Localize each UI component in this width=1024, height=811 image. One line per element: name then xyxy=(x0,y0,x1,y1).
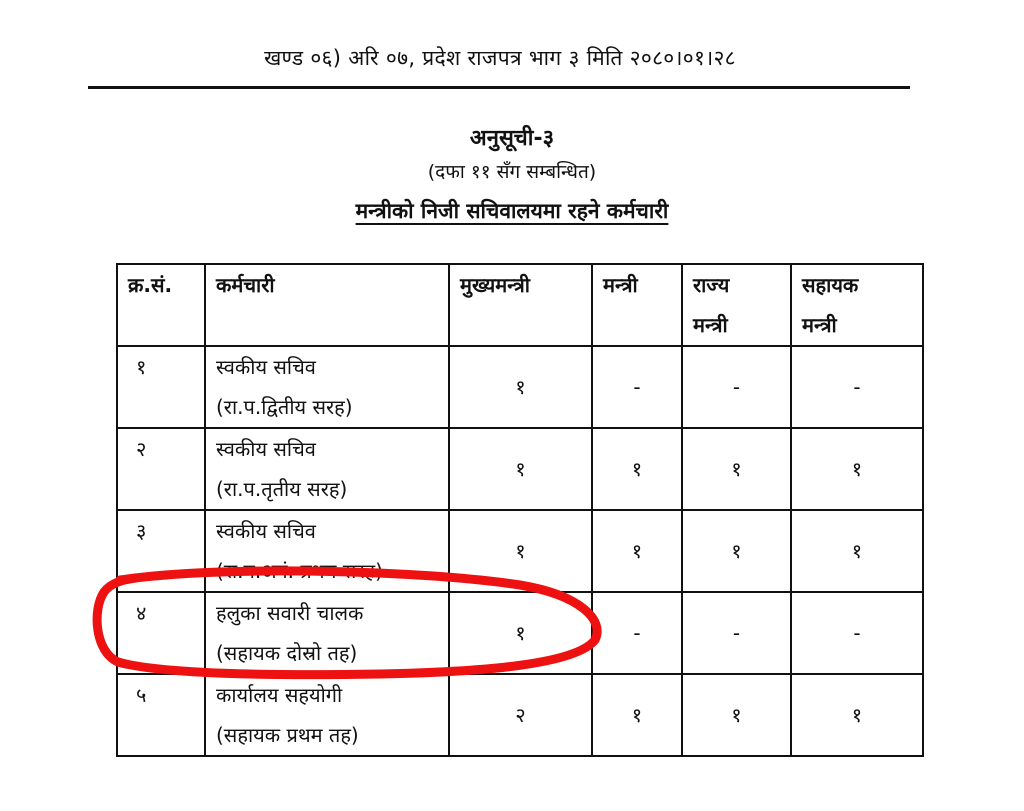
cell-staff: स्वकीय सचिव (रा.प.तृतीय सरह) xyxy=(205,428,449,510)
cell-serial: ४ xyxy=(117,592,205,674)
cell-staff: हलुका सवारी चालक (सहायक दोस्रो तह) xyxy=(205,592,449,674)
header-rule xyxy=(88,86,910,89)
cell-chief-minister: १ xyxy=(449,428,592,510)
cell-assistant-minister: १ xyxy=(791,510,923,592)
table-row xyxy=(117,346,923,428)
col-header-staff: कर्मचारी xyxy=(205,264,449,346)
cell-serial: २ xyxy=(117,428,205,510)
cell-serial: ५ xyxy=(117,674,205,756)
cell-assistant-minister: १ xyxy=(791,674,923,756)
schedule-subtitle: (दफा ११ सँग सम्बन्धित) xyxy=(427,161,597,183)
table-row xyxy=(117,510,923,592)
cell-minister: १ xyxy=(592,674,682,756)
cell-staff: स्वकीय सचिव (रा.प.अनं. प्रथम सरह) xyxy=(205,510,449,592)
col-header-state-minister: राज्य मन्त्री xyxy=(682,264,791,346)
table-row xyxy=(117,592,923,674)
table-row xyxy=(117,674,923,756)
cell-minister: - xyxy=(592,592,682,674)
cell-chief-minister: १ xyxy=(449,592,592,674)
table-row xyxy=(117,428,923,510)
schedule-title: अनुसूची-३ xyxy=(469,126,555,151)
col-header-chief-minister: मुख्यमन्त्री xyxy=(449,264,592,346)
table-header-row xyxy=(117,264,923,346)
cell-assistant-minister: १ xyxy=(791,428,923,510)
cell-minister: १ xyxy=(592,428,682,510)
cell-state-minister: - xyxy=(682,346,791,428)
gazette-header: खण्ड ०६) अरि ०७, प्रदेश राजपत्र भाग ३ मिति २०८०।०१।२८ xyxy=(264,46,736,70)
cell-assistant-minister: - xyxy=(791,592,923,674)
cell-state-minister: १ xyxy=(682,674,791,756)
cell-minister: - xyxy=(592,346,682,428)
cell-chief-minister: २ xyxy=(449,674,592,756)
cell-staff: कार्यालय सहयोगी (सहायक प्रथम तह) xyxy=(205,674,449,756)
cell-serial: १ xyxy=(117,346,205,428)
cell-staff: स्वकीय सचिव (रा.प.द्वितीय सरह) xyxy=(205,346,449,428)
cell-state-minister: १ xyxy=(682,428,791,510)
cell-assistant-minister: - xyxy=(791,346,923,428)
col-header-serial: क्र.सं. xyxy=(117,264,205,346)
cell-state-minister: १ xyxy=(682,510,791,592)
cell-chief-minister: १ xyxy=(449,510,592,592)
staff-table xyxy=(116,263,924,757)
cell-minister: १ xyxy=(592,510,682,592)
table-caption: मन्त्रीको निजी सचिवालयमा रहने कर्मचारी xyxy=(355,199,669,223)
col-header-minister: मन्त्री xyxy=(592,264,682,346)
col-header-assistant-minister: सहायक मन्त्री xyxy=(791,264,923,346)
cell-chief-minister: १ xyxy=(449,346,592,428)
cell-serial: ३ xyxy=(117,510,205,592)
cell-state-minister: - xyxy=(682,592,791,674)
